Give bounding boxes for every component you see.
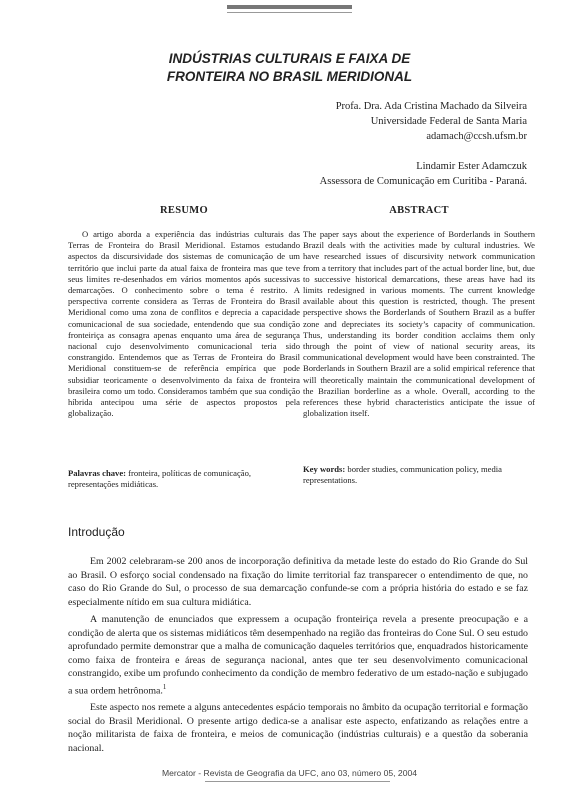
intro-paragraph-3: Este aspecto nos remete a alguns antecedentes espácio temporais no âmbito da ocupação territorial e formação social do Brasil Meridional. O presente artigo dedica-se a analisar este aspecto, enfatizando as relações entre a noção militarista de faixa de fronteira, e meios de comunicação (indústrias culturais) e a questão da soberania nacional. [68,702,528,754]
article-title [0,50,579,86]
resumo-heading: RESUMO [160,205,208,216]
resumo-section [68,205,300,419]
intro-paragraph-2-text: A manutenção de enunciados que expressem a ocupação fronteiriça revela a presente preocupação e a condição de alerta que os sistemas midiáticos têm desempenhado na região das fronteiras do Cone Sul. O seu estudo aprofundado permite demonstrar que a malha de comunicação daqueles territórios que, enquadrados historicamente como faixa de fronteira e áreas de segurança nacional, antes que ter seu desenvolvimento comunicacional constrangido, exibe um profundo conhecimento da condição de membro federativo de um estado-nação e subjugado a sua ordem hetrônoma. [68,614,528,696]
intro-heading: Introdução [68,525,125,539]
title-line-1: INDÚSTRIAS CULTURAIS E FAIXA DE [168,51,411,66]
author-block-1 [336,99,527,144]
resumo-keywords-label: Palavras chave: [68,468,126,478]
author-1-name: Profa. Dra. Ada Cristina Machado da Silveira [335,101,527,112]
header-rule-thick [227,5,352,9]
resumo-keywords [68,468,300,490]
footnote-ref-1[interactable]: 1 [162,682,167,691]
intro-paragraph-2 [68,613,528,697]
abstract-text: The paper says about the experience of Borderlands in Southern Brazil deals with the activities made by cultural industries. We have researched issues of discursivity network communication from a territory that includes part of the actual border line, but, due to successive historical demarcations, these areas have had its limits redesigned in various moments. The current knowledge available about this question is restricted, though. The present perspective shows the Borderlands of Southern Brazil as a buffer zone and depreciates its society’s capacity of communication. Thus, understanding its border condition acclaims them only through the point of view of national security areas, its communicational development would have been constrainted. The Borderlands in Southern Brazil are a solid empirical reference that will theoretically maintain the communicational development of the Brazilian borderline as a whole. Overall, according to the references these hybrid characteristics anticipate the issue of globalization itself. [303,229,535,419]
author-2-affiliation: Assessora de Comunicação em Curitiba - Paraná. [319,176,527,187]
resumo-text: O artigo aborda a experiência das indústrias culturais das Terras de Fronteira do Brasil Meridional. Estamos estudando aspectos da discursividade dos sistemas de comunicação de um território que inclui parte da atual faixa de fronteira mas que teve seus limites re-desenhados em vários momentos após sucessivas demarcações. O conhecimento sobre o tema é restrito. A perspectiva corrente considera as Terras de Fronteira do Brasil Meridional como uma zona de conflitos e deprecia a capacidade comunicacional de sua sociedade, entendendo que sua condição fronteiriça as consagra apenas enquanto uma área de segurança nacional cujo desenvolvimento comunicacional teria sido constrangido. Entendemos que as Terras de Fronteira do Brasil Meridional constituem-se de referência empírica que pode subsidiar teoricamente o desenvolvimento da faixa de fronteira brasileira como um todo. Consideramos também que sua condição híbrida antecipou uma série de aspectos propostos pela globalização. [68,229,300,419]
abstract-section [303,205,535,419]
abstract-keywords-value: border studies, communication policy, media representations. [303,464,502,486]
intro-body [68,555,528,759]
resumo-keywords-value: fronteira, políticas de comunicação, representações midiáticas. [68,468,252,490]
abstract-keywords-label: Key words: [303,464,346,474]
abstract-keywords [303,464,535,486]
author-block-2 [320,159,527,189]
author-1-affiliation: Universidade Federal de Santa Maria [370,116,527,127]
author-1-email: adamach@ccsh.ufsm.br [426,131,527,142]
page-footer: Mercator - Revista de Geografia da UFC, ano 03, número 05, 2004 [161,768,418,778]
intro-paragraph-1: Em 2002 celebraram-se 200 anos de incorporação definitiva da metade leste do estado do Rio Grande do Sul ao Brasil. O esforço social condensado na fixação do limite territorial faz transparecer o entendimento de que, no caso do Rio Grande do Sul, o processo de sua demarcação confunde-se com a própria história do estado e se faz especialmente nítido em sua cultura midiática. [68,556,528,608]
title-line-2: FRONTEIRA NO BRASIL MERIDIONAL [166,69,413,84]
header-rule-thin [227,12,352,13]
header-rule [227,5,352,13]
author-2-name: Lindamir Ester Adamczuk [416,161,527,172]
footer-rule [205,781,390,782]
abstract-heading: ABSTRACT [389,205,449,216]
